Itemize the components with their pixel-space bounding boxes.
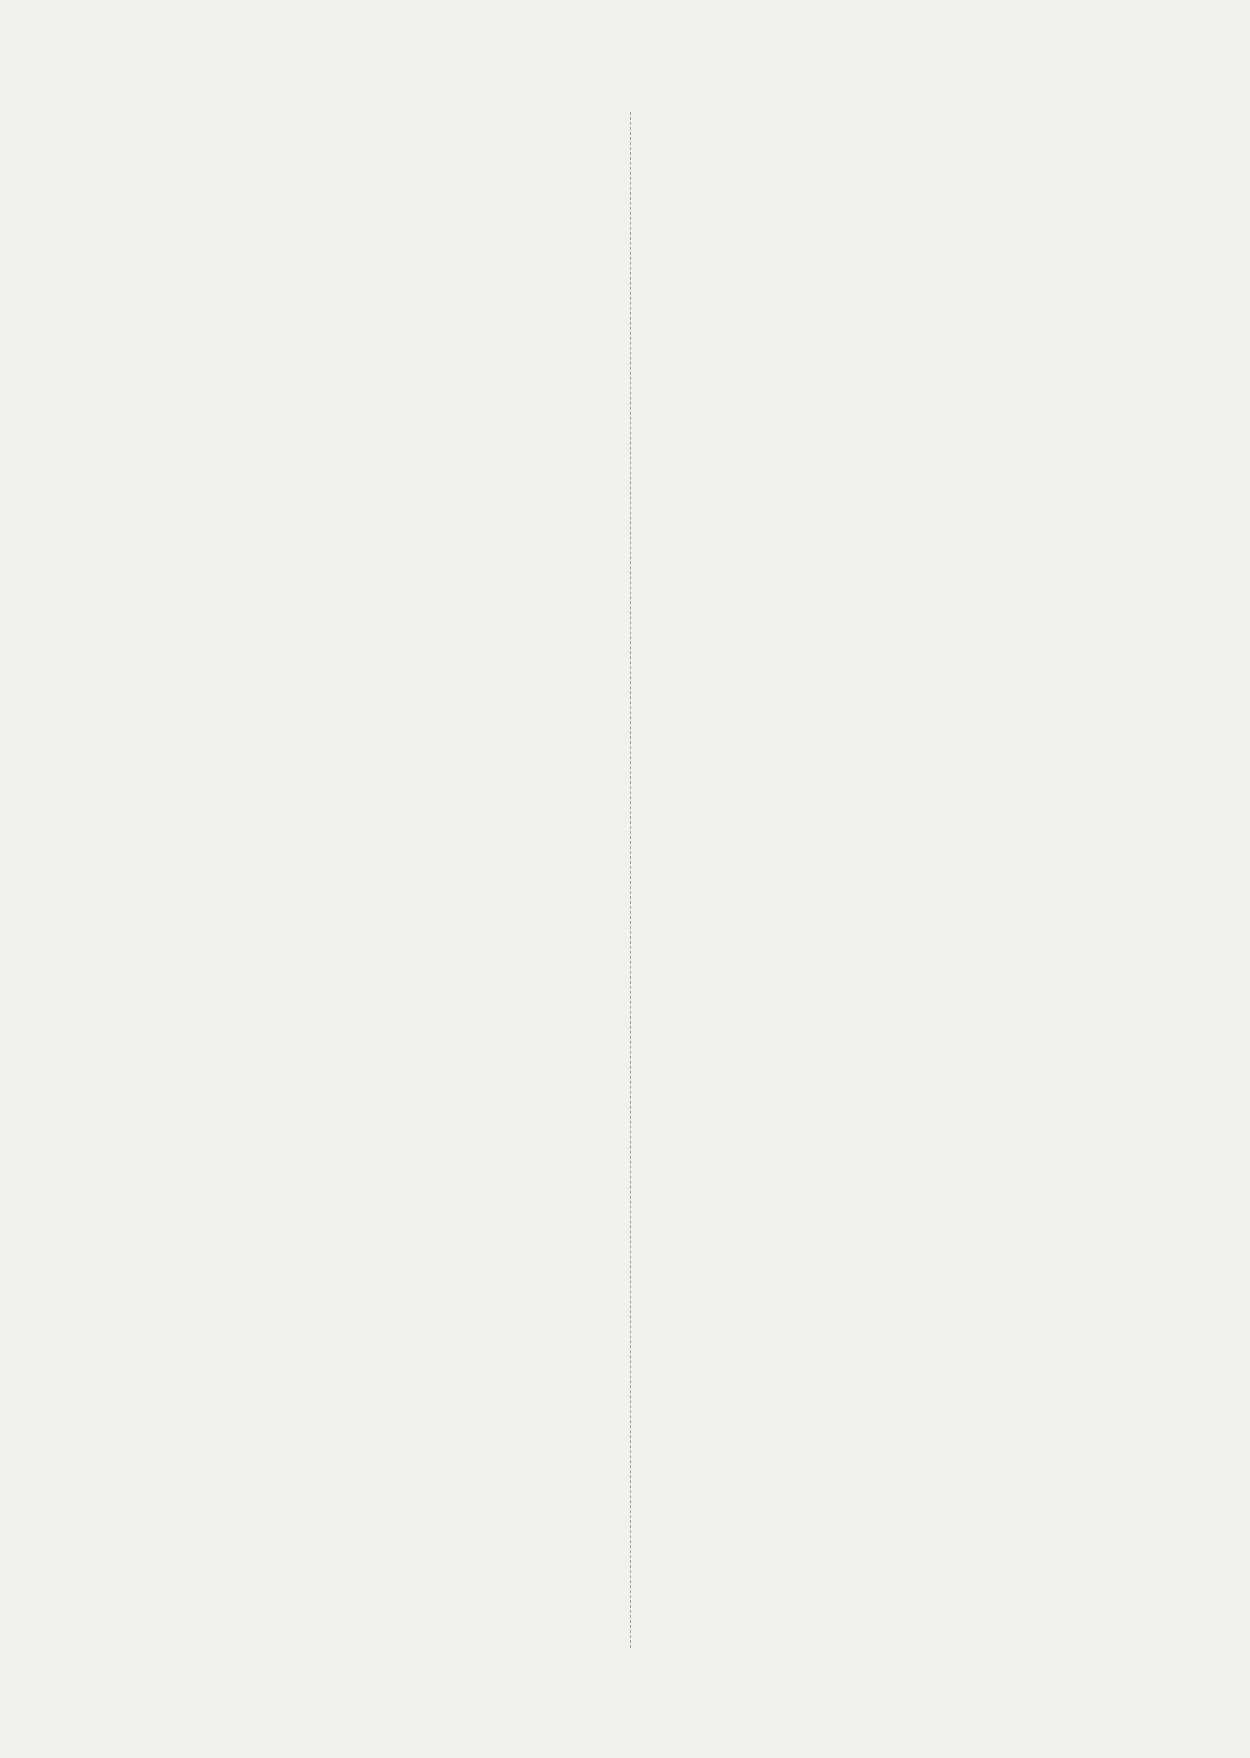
column-divider bbox=[630, 112, 631, 1648]
right-column bbox=[648, 112, 1148, 1648]
left-column bbox=[118, 112, 616, 1648]
